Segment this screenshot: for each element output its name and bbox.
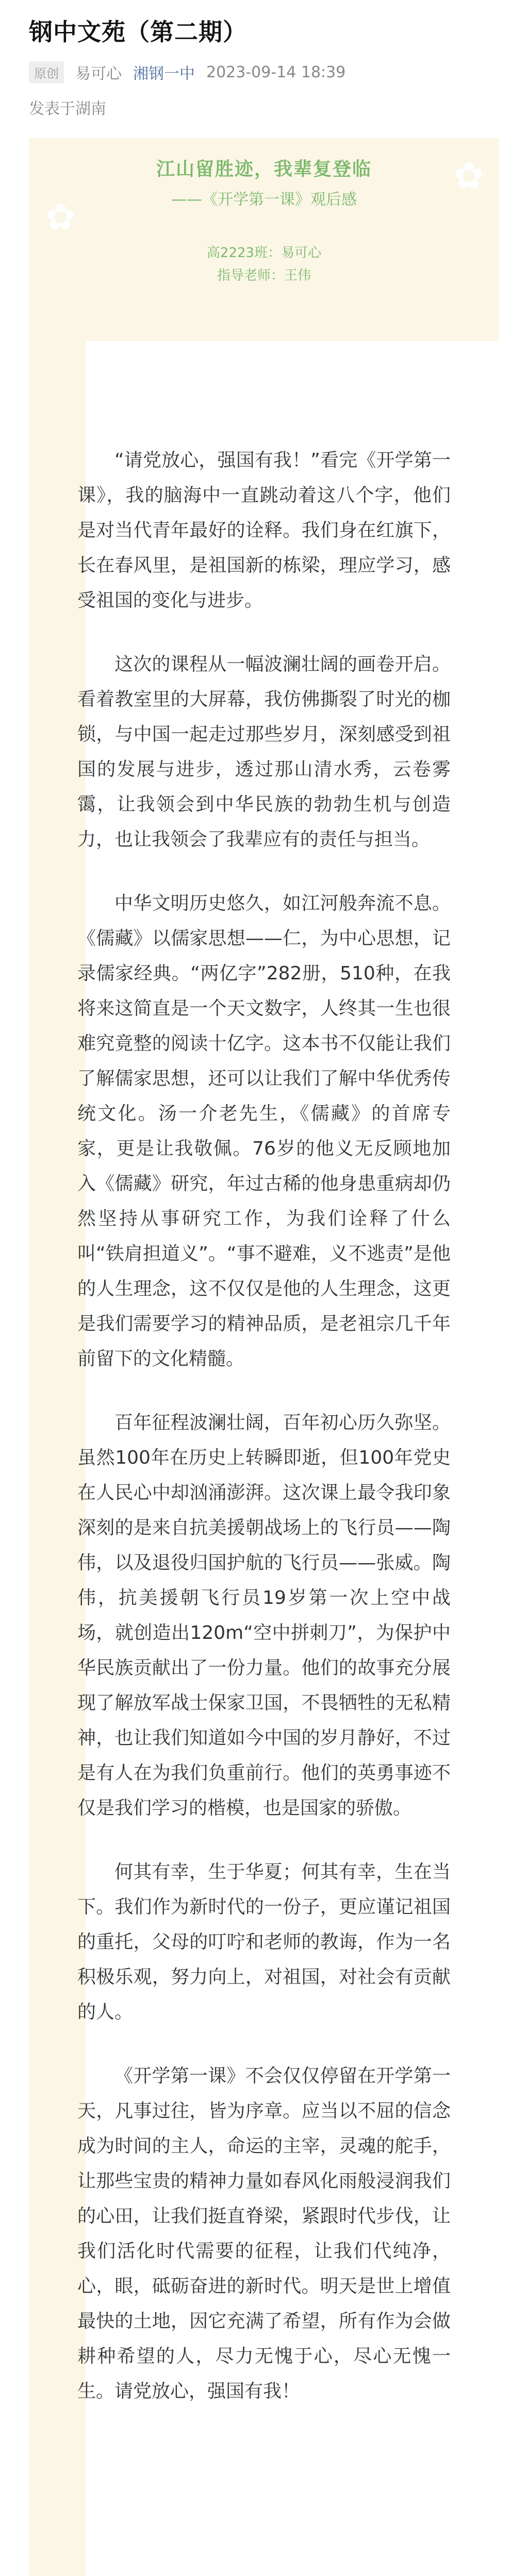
original-badge: 原创 xyxy=(29,61,64,83)
publish-datetime: 2023-09-14 18:39 xyxy=(206,63,346,81)
author-name[interactable]: 易可心 xyxy=(75,65,122,83)
article-meta xyxy=(29,61,345,83)
poster-header xyxy=(119,155,409,350)
article-title: 钢中文苑（第二期） xyxy=(29,18,247,46)
account-link[interactable]: 湘钢一中 xyxy=(133,65,195,83)
article-body xyxy=(77,443,451,2438)
paragraph: 何其有幸，生于华夏；何其有幸，生在当下。我们作为新时代的一份子，更应谨记祖国的重托，父母的叮咛和老师的教诲，作为一名积极乐观，努力向上，对祖国，对社会有贡献的人。 xyxy=(77,1861,451,2023)
poster-heading: 江山留胜迹，我辈复登临 xyxy=(156,159,372,180)
paragraph: 这次的课程从一幅波澜壮阔的画卷开启。看着教室里的大屏幕，我仿佛撕裂了时光的枷锁，与中国一起走过那些岁月，深刻感受到祖国的发展与进步，透过那山清水秀，云卷雾霭，让我领会到中华民族的勃勃生机与创造力，也让我领会了我辈应有的责任与担当。 xyxy=(77,654,451,850)
poster-teacher-line: 指导老师：王伟 xyxy=(217,268,311,283)
flower-icon: ✿ xyxy=(454,155,484,197)
paragraph: 《开学第一课》不会仅仅停留在开学第一天，凡事过往，皆为序章。应当以不屈的信念成为时间的主人，命运的主宰，灵魂的舵手，让那些宝贵的精神力量如春风化雨般浸润我们的心田，让我们挺直脊梁，紧跟时代步伐，让我们活化时代需要的征程，让我们代纯净，心，眼，砥砺奋进的新时代。明天是世上增值最快的土地，因它充满了希望，所有作为会做耕种希望的人，尽力无愧于心，尽心无愧一生。请党放心，强国有我！ xyxy=(77,2065,451,2402)
flower-icon: ✿ xyxy=(45,196,76,238)
publish-location: 发表于湖南 xyxy=(29,100,106,118)
poster-class-line: 高2223班：易可心 xyxy=(206,245,322,261)
poster-subheading: ——《开学第一课》观后感 xyxy=(171,191,357,209)
paragraph: 中华文明历史悠久，如江河般奔流不息。《儒藏》以儒家思想——仁，为中心思想，记录儒家经典。“两亿字”282册，510种，在我将来这简直是一个天文数字，人终其一生也很难究竟整的阅读十亿字。这本书不仅能让我们了解儒家思想，还可以让我们了解中华优秀传统文化。汤一介老先生，《儒藏》的首席专家，更是让我敬佩。76岁的他义无反顾地加入《儒藏》研究，年过古稀的他身患重病却仍然坚持从事研究工作，为我们诠释了什么叫“铁肩担道义”。“事不避难，义不逃责”是他的人生理念，这不仅仅是他的人生理念，这更是我们需要学习的精神品质，是老祖宗几千年前留下的文化精髓。 xyxy=(77,893,451,1369)
paragraph: “请党放心，强国有我！”看完《开学第一课》，我的脑海中一直跳动着这八个字，他们是对当代青年最好的诠释。我们身在红旗下，长在春风里，是祖国新的栋梁，理应学习，感受祖国的变化与进步。 xyxy=(77,450,451,611)
paragraph: 百年征程波澜壮阔，百年初心历久弥坚。虽然100年在历史上转瞬即逝，但100年党史在人民心中却汹涌澎湃。这次课上最令我印象深刻的是来自抗美援朝战场上的飞行员——陶伟，以及退役归国护航的飞行员——张威。陶伟，抗美援朝飞行员19岁第一次上空中战场，就创造出120m“空中拼刺刀”，为保护中华民族贡献出了一份力量。他们的故事充分展现了解放军战士保家卫国，不畏牺牲的无私精神，也让我们知道如今中国的岁月静好，不过是有人在为我们负重前行。他们的英勇事迹不仅是我们学习的楷模，也是国家的骄傲。 xyxy=(77,1412,451,1819)
